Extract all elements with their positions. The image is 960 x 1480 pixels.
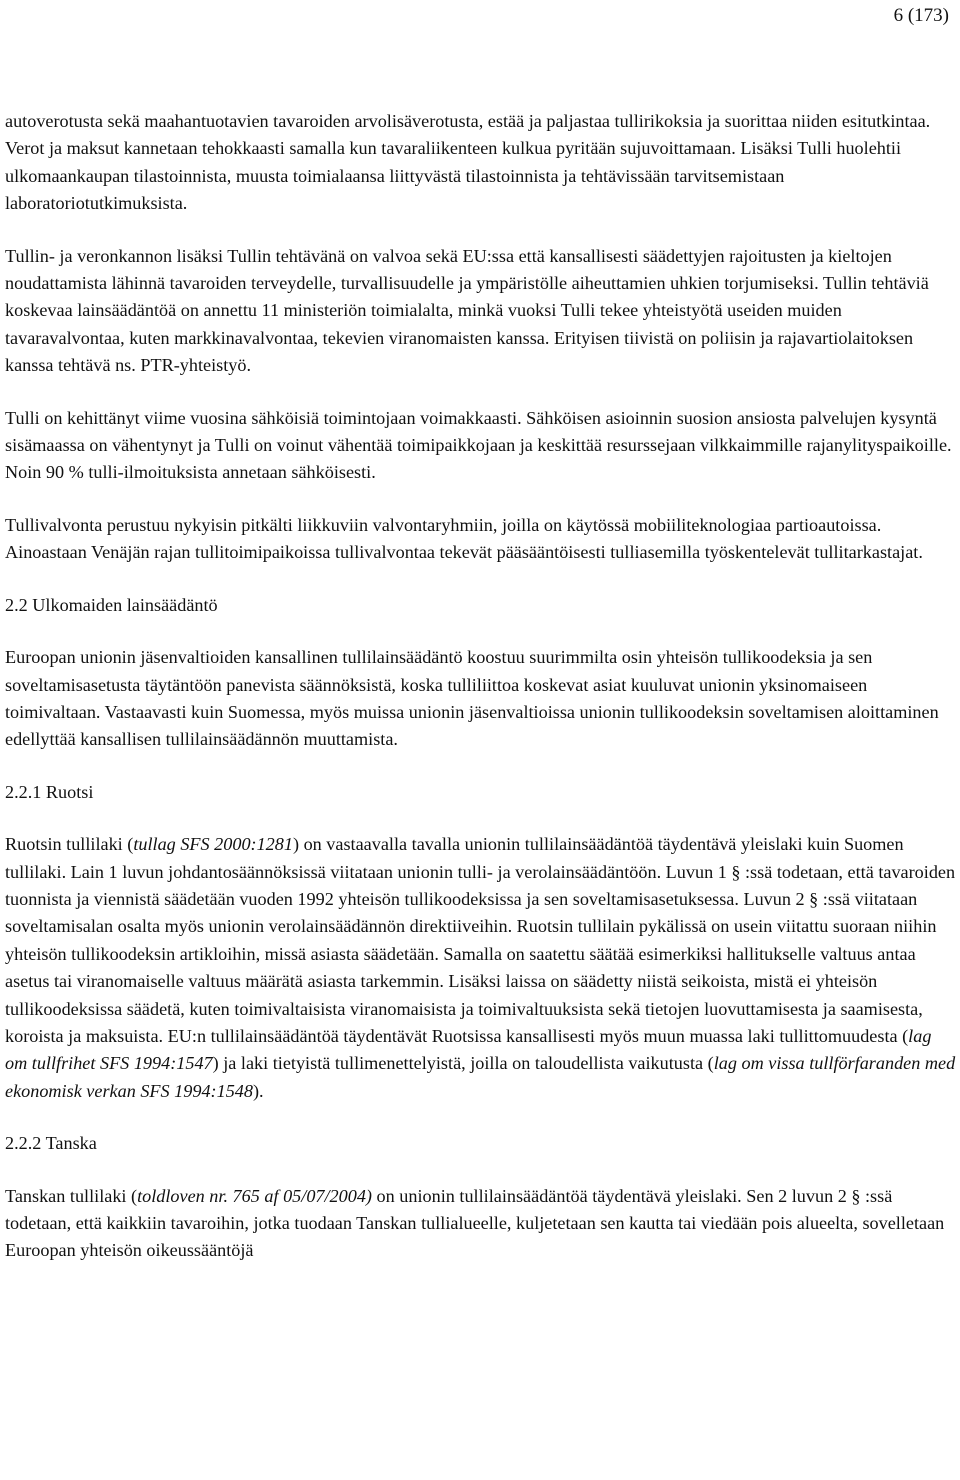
paragraph-customs-supervision: Tullin- ja veronkannon lisäksi Tullin tehtävänä on valvoa sekä EU:ssa että kansallisesti säädettyjen rajoitusten ja kieltojen noudattamista lähinnä tavaroiden terveydelle, turvallisuudelle ja ympäristölle aiheuttamien uhkien torjumiseksi. Tullin tehtäviä koskevaa lainsäädäntöä on annettu 11 ministeriön toimialalta, minkä vuoksi Tulli tekee yhteistyötä useiden muiden tavaravalvontaa, kuten markkinavalvontaa, tekevien viranomaisten kanssa. Erityisen tiivistä on poliisin ja rajavartiolaitoksen kanssa tehtävä ns. PTR-yhteistyö. xyxy=(5,245,929,376)
sweden-text-1: Ruotsin tullilaki ( xyxy=(5,834,134,855)
sweden-law-citation-1: tullag SFS 2000:1281 xyxy=(133,834,293,855)
section-heading-2-2: 2.2 Ulkomaiden lainsäädäntö xyxy=(5,594,218,615)
paragraph-electronic-services: Tulli on kehittänyt viime vuosina sähköisiä toimintojaan voimakkaasti. Sähköisen asioinnin suosion ansiosta palvelujen kysyntä sisämaassa on vähentynyt ja Tulli on voinut vähentää toimipaikkojaan ja keskittää resurssejaan vilkkaimmille rajanylityspaikoille. Noin 90 % tulli-ilmoituksista annetaan sähköisesti. xyxy=(5,407,952,483)
section-heading-2-2-1: 2.2.1 Ruotsi xyxy=(5,781,94,802)
document-body xyxy=(5,108,957,1290)
sweden-text-3: ) ja laki tietyistä tullimenettelyistä, joilla on taloudellista vaikutusta ( xyxy=(212,1053,714,1074)
paragraph-denmark xyxy=(5,1183,957,1265)
paragraph-sweden xyxy=(5,831,957,1105)
denmark-text-1: Tanskan tullilaki ( xyxy=(5,1185,138,1206)
sweden-law-citation-2: lag om tullfrihet SFS 1994:1547 xyxy=(5,1025,932,1074)
paragraph-customs-duties: autoverotusta sekä maahantuotavien tavaroiden arvolisäverotusta, estää ja paljastaa tullirikoksia ja suorittaa niiden esitutkintaa. Verot ja maksut kannetaan tehokkaasti samalla kun tavaraliikenteen kulkua pyritään sujuvoittamaan. Lisäksi Tulli huolehtii ulkomaankaupan tilastoinnista, muusta toimialaansa liittyvästä tilastoinnista ja tehtävissään tarvitsemistaan laboratoriotutkimuksista. xyxy=(5,111,931,214)
paragraph-mobile-control: Tullivalvonta perustuu nykyisin pitkälti liikkuviin valvontaryhmiin, joilla on käytössä mobiiliteknologiaa partioautoissa. Ainoastaan Venäjän rajan tullitoimipaikoissa tullivalvontaa tekevät pääsääntöisesti tulliasemilla työskentelevät tullitarkastajat. xyxy=(5,514,923,563)
denmark-text-2: on unionin tullilainsäädäntöä täydentävä yleislaki. Sen 2 luvun 2 § :ssä todetaan, että kaikkiin tavaroihin, jotka tuodaan Tanskan tullialueelle, kuljetetaan sen kautta tai viedään pois alueelta, sovelletaan Euroopan yhteisön oikeussääntöjä xyxy=(5,1185,945,1261)
page-number: 6 (173) xyxy=(893,5,949,26)
paragraph-foreign-legislation: Euroopan unionin jäsenvaltioiden kansallinen tullilainsäädäntö koostuu suurimmilta osin yhteisön tullikoodeksia ja sen soveltamisasetusta täytäntöön panevista säännöksistä, koska tulliliittoa koskevat asiat kuuluvat unionin yksinomaiseen toimivaltaan. Vastaavasti kuin Suomessa, myös muissa unionin jäsenvaltioissa unionin tullikoodeksin soveltamisen aloittaminen edellyttää kansallisen tullilainsäädännön muuttamista. xyxy=(5,647,939,750)
sweden-text-2: ) on vastaavalla tavalla unionin tullilainsäädäntöä täydentävä yleislaki kuin Suomen tullilaki. Lain 1 luvun johdantosäännöksissä viitataan unionin tulli- ja verolainsäädäntöön. Luvun 1 § :ssä todetaan, että tavaroiden tuonnista ja viennistä säädetään vuoden 1992 yhteisön tullikoodeksissa ja sen soveltamisasetuksessa. Luvun 2 § :ssä viitataan soveltamisalan osalta myös unionin verolainsäädännön direktiiveihin. Ruotsin tullilain pykälissä on usein viitattu suoraan niihin yhteisön tullikoodeksin artikloihin, missä asiasta säädetään. Samalla on saatettu säätää esimerkiksi hallitukselle valtuus antaa asetus tai viranomaiselle valtuus määrätä asiasta tarkemmin. Lisäksi laissa on säädetty niistä seikoista, mistä ei yhteisön tullikoodeksissa säädetä, kuten toimivaltaisista viranomaisista ja toimivaltuuksista sekä tietojen luovuttamisesta ja saamisesta, koroista ja maksuista. EU:n tullilainsäädäntöä täydentävät Ruotsissa kansallisesti myös muun muassa laki tullittomuudesta ( xyxy=(5,834,956,1046)
sweden-law-citation-3: lag om vissa tullförfaranden med ekonomisk verkan SFS 1994:1548 xyxy=(5,1053,956,1101)
sweden-text-4: ). xyxy=(253,1080,264,1101)
denmark-law-citation: toldloven nr. 765 af 05/07/2004) xyxy=(137,1185,372,1206)
section-heading-2-2-2: 2.2.2 Tanska xyxy=(5,1133,97,1154)
